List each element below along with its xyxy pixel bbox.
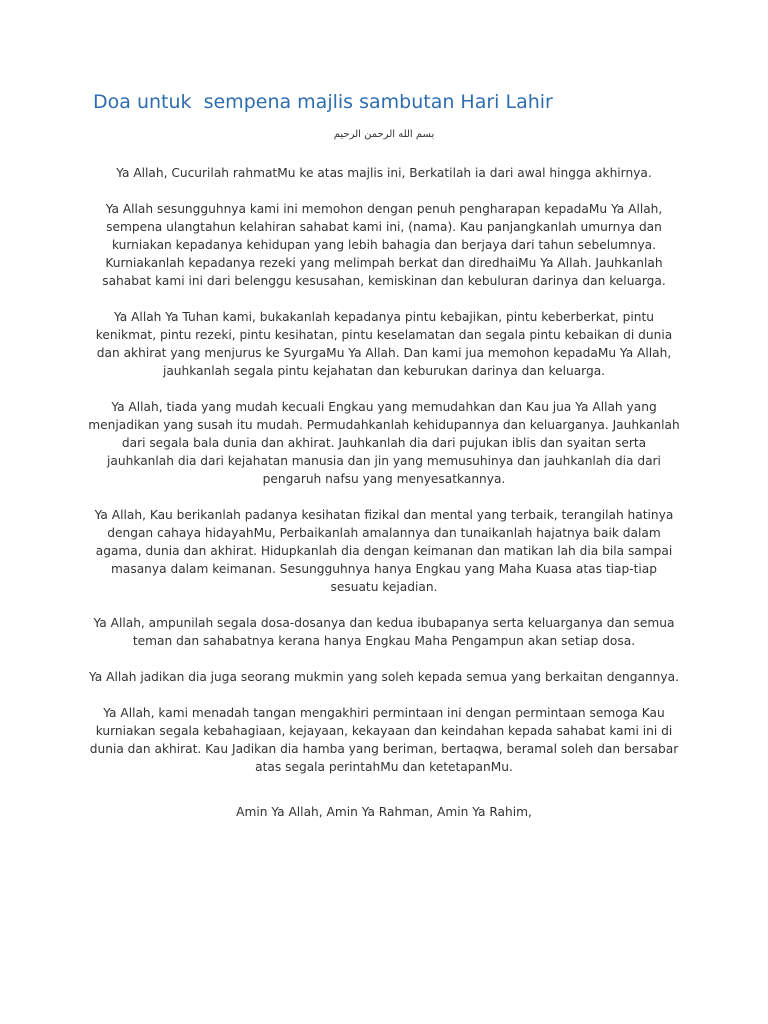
paragraph-7: Ya Allah jadikan dia juga seorang mukmin yang soleh kepada semua yang berkaitan dengannya.: [89, 670, 679, 684]
paragraph-1: Ya Allah, Cucurilah rahmatMu ke atas majlis ini, Berkatilah ia dari awal hingga akhirnya.: [116, 166, 652, 180]
paragraph-3: Ya Allah Ya Tuhan kami, bukakanlah kepadanya pintu kebajikan, pintu keberberkat, pintu kenikmat, pintu rezeki, pintu kesihatan, pintu keselamatan dan segala pintu kebaikan di dunia dan akhirat yang menjurus ke SyurgaMu Ya Allah. Dan kami jua memohon kepadaMu Ya Allah, jauhkanlah segala pintu kejahatan dan keburukan darinya dan keluarga.: [95, 310, 673, 378]
paragraph-4: Ya Allah, tiada yang mudah kecuali Engkau yang memudahkan dan Kau jua Ya Allah yang menjadikan yang susah itu mudah. Permudahkanlah kehidupannya dan keluarganya. Jauhkanlah dari segala bala dunia dan akhirat. Jauhkanlah dia dari pujukan iblis dan syaitan serta jauhkanlah dia dari kejahatan manusia dan jin yang memusuhinya dan jauhkanlah dia dari pengaruh nafsu yang menyesatkannya.: [88, 400, 680, 486]
paragraph-5: Ya Allah, Kau berikanlah padanya kesihatan fizikal dan mental yang terbaik, terangilah hatinya dengan cahaya hidayahMu, Perbaikanlah amalannya dan tunaikanlah hajatnya baik dalam agama, dunia dan akhirat. Hidupkanlah dia dengan keimanan dan matikan lah dia bila sampai masanya dalam keimanan. Sesungguhnya hanya Engkau yang Maha Kuasa atas tiap-tiap sesuatu kejadian.: [94, 508, 674, 594]
prayer-body: [88, 164, 680, 794]
closing-amin: Amin Ya Allah, Amin Ya Rahman, Amin Ya Rahim,: [236, 805, 532, 819]
paragraph-2: Ya Allah sesungguhnya kami ini memohon dengan penuh pengharapan kepadaMu Ya Allah, sempena ulangtahun kelahiran sahabat kami ini, (nama). Kau panjangkanlah umurnya dan kurniakan kepadanya kehidupan yang lebih bahagia dan berjaya dari tahun sebelumnya. Kurniakanlah kepadanya rezeki yang melimpah berkat dan diredhaiMu Ya Allah. Jauhkanlah sahabat kami ini dari belenggu kesusahan, kemiskinan dan kebuluran darinya dan keluarga.: [102, 202, 666, 288]
paragraph-8: Ya Allah, kami menadah tangan mengakhiri permintaan ini dengan permintaan semoga Kau kurniakan segala kebahagiaan, kejayaan, kekayaan dan keindahan kepada sahabat kami ini di dunia dan akhirat. Kau Jadikan dia hamba yang beriman, bertaqwa, beramal soleh dan bersabar atas segala perintahMu dan ketetapanMu.: [89, 706, 679, 774]
bismillah-line: بسم الله الرحمن الرحيم: [333, 129, 435, 140]
document-title: Doa untuk sempena majlis sambutan Hari Lahir: [93, 91, 553, 113]
paragraph-6: Ya Allah, ampunilah segala dosa-dosanya dan kedua ibubapanya serta keluarganya dan semua teman dan sahabatnya kerana hanya Engkau Maha Pengampun akan setiap dosa.: [93, 616, 675, 648]
